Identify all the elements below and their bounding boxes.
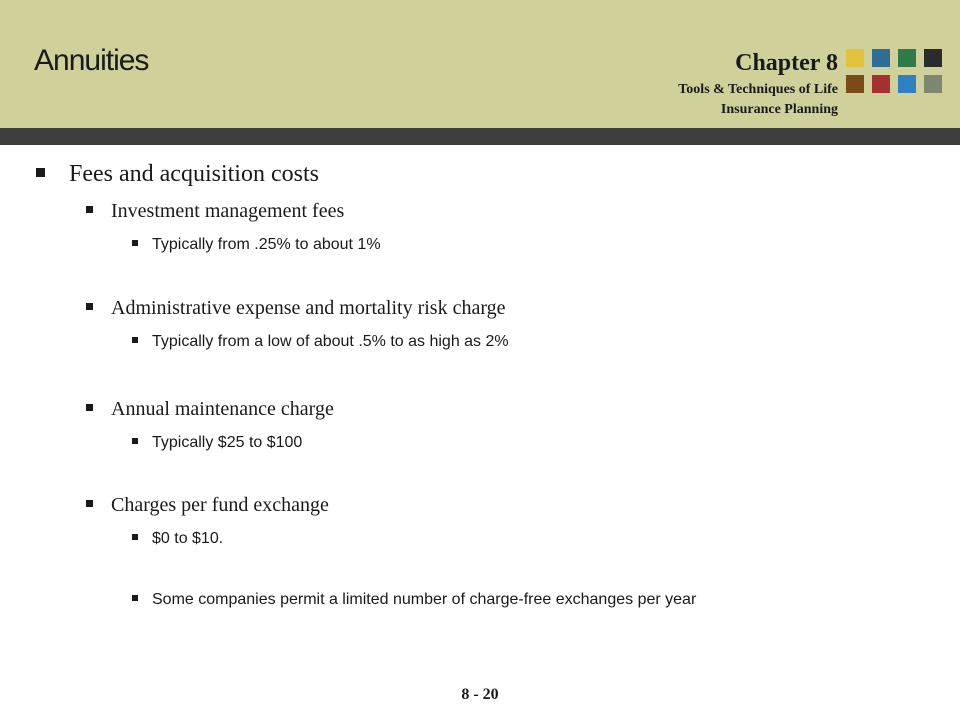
list-item-label: Administrative expense and mortality risk charge	[111, 297, 506, 319]
slide-title: Annuities	[34, 44, 149, 77]
sub-list-item-text: Typically from .25% to about 1%	[152, 236, 381, 253]
square-bullet-icon	[132, 595, 138, 601]
sub-list-item	[132, 236, 381, 254]
page-number: 8 - 20	[461, 686, 499, 703]
subtitle-line-1: Tools & Techniques of Life	[678, 82, 838, 97]
subtitle-line-2: Insurance Planning	[720, 102, 838, 117]
square-bullet-icon	[86, 303, 93, 310]
sub-list-item-text: $0 to $10.	[152, 530, 224, 547]
sub-list-item	[132, 434, 302, 452]
bullet-heading	[36, 161, 319, 188]
square-bullet-icon	[86, 404, 93, 411]
list-item	[86, 297, 506, 320]
sub-list-item	[132, 333, 509, 351]
list-item	[86, 398, 334, 421]
sub-list-item-text: Typically from a low of about .5% to as high as 2%	[152, 333, 509, 350]
list-item-label: Annual maintenance charge	[111, 398, 334, 420]
list-item	[86, 494, 329, 517]
square-bullet-icon	[132, 438, 138, 444]
list-item	[86, 200, 344, 223]
list-item-label: Charges per fund exchange	[111, 494, 329, 516]
sub-list-item	[132, 530, 223, 548]
square-bullet-icon	[86, 500, 93, 507]
heading-text: Fees and acquisition costs	[69, 161, 319, 187]
square-bullet-icon	[132, 240, 138, 246]
square-bullet-icon	[132, 534, 138, 540]
chapter-label: Chapter 8	[735, 50, 838, 76]
sub-list-item-text: Typically $25 to $100	[152, 434, 303, 451]
square-bullet-icon	[36, 168, 45, 177]
square-bullet-icon	[86, 206, 93, 213]
sub-list-item-text: Some companies permit a limited number of charge-free exchanges per year	[152, 591, 697, 608]
sub-list-item	[132, 591, 696, 609]
square-bullet-icon	[132, 337, 138, 343]
list-item-label: Investment management fees	[111, 200, 345, 222]
